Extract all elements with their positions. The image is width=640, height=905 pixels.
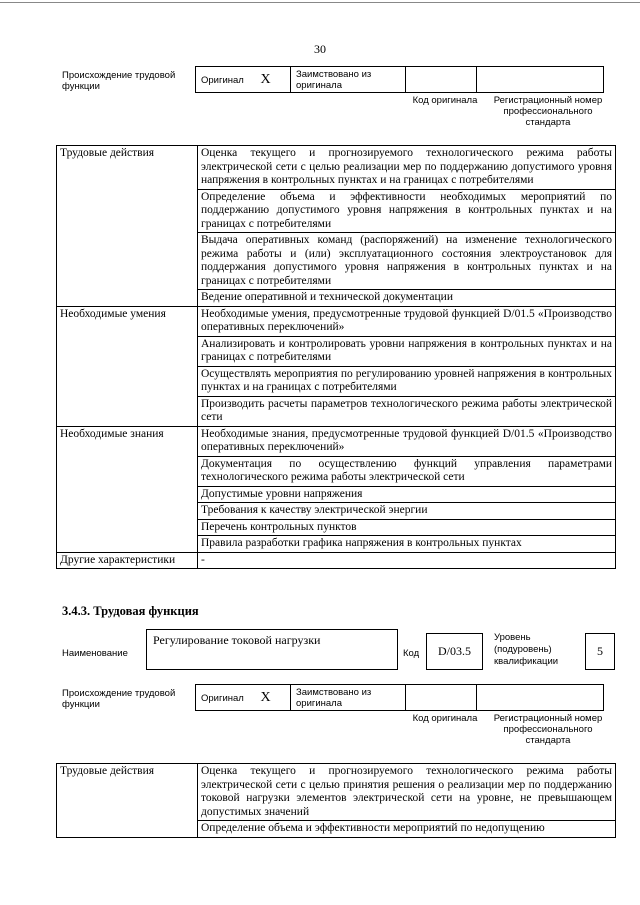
knowledge-item: Допустимые уровни напряжения [198, 486, 616, 503]
borrowed-label: Заимствовано из оригинала [291, 67, 406, 93]
other-value: - [198, 552, 616, 569]
reg-caption: Регистрационный номер профессионального стандарта [493, 713, 603, 746]
code-value: D/03.5 [426, 633, 483, 670]
action-item: Выдача оперативных команд (распоряжений) на изменение технологического режима работы и (или) эксплуатационного состояния электроустановок для поддержания допустимого уровня напряжения в контрольных пунктах и на границах с потребителями [198, 233, 616, 290]
origin-label: Происхождение трудовой функции [62, 70, 176, 92]
original-label: Оригинал [201, 692, 244, 704]
skill-item: Анализировать и контролировать уровни напряжения в контрольных пунктах и на границах с потребителями [198, 336, 616, 366]
reg-number-cell [477, 685, 604, 711]
action-item: Оценка текущего и прогнозируемого технологического режима работы электрической сети с целью реализации мер по поддержанию допустимого уровня напряжения в контрольных пунктах и на границах с потребителями [198, 146, 616, 190]
name-value: Регулирование токовой нагрузки [146, 629, 398, 670]
knowledge-item: Требования к качеству электрической энергии [198, 503, 616, 520]
original-cell [196, 67, 291, 93]
skills-label: Необходимые умения [57, 306, 198, 426]
level-label: Уровень (подуровень) квалификации [494, 632, 559, 667]
action-item: Определение объема и эффективности мероприятий по недопущению [198, 821, 616, 838]
original-label: Оригинал [201, 74, 244, 86]
code-label: Код [403, 648, 420, 659]
actions-label: Трудовые действия [57, 146, 198, 307]
actions-label: Трудовые действия [57, 764, 198, 838]
knowledge-item: Правила разработки графика напряжения в контрольных пунктах [198, 536, 616, 553]
function-table [56, 145, 616, 569]
original-cell [196, 685, 291, 711]
origin-label: Происхождение трудовой функции [62, 688, 176, 710]
action-item: Оценка текущего и прогнозируемого технологического режима работы электрической сети с целью принятия решения о реализации мер по поддержанию токовой нагрузки элементов электрической сети на уровне, не превышающем допустимых значений [198, 764, 616, 821]
original-mark: X [260, 689, 271, 705]
original-mark: X [260, 71, 271, 87]
knowledge-item: Документация по осуществлению функций управления параметрами технологического режима работы электрической сети [198, 456, 616, 486]
skill-item: Производить расчеты параметров технологического режима работы электрической сети [198, 396, 616, 426]
origin-table [195, 66, 604, 93]
name-label: Наименование [62, 648, 128, 659]
reg-number-cell [477, 67, 604, 93]
code-caption: Код оригинала [412, 713, 478, 724]
reg-caption: Регистрационный номер профессионального стандарта [493, 95, 603, 128]
knowledge-label: Необходимые знания [57, 426, 198, 552]
skill-item: Осуществлять мероприятия по регулированию уровней напряжения в контрольных пунктах и на границах с потребителями [198, 366, 616, 396]
borrowed-label: Заимствовано из оригинала [291, 685, 406, 711]
top-rule [0, 2, 640, 3]
action-item: Ведение оперативной и технической документации [198, 290, 616, 307]
action-item: Определение объема и эффективности необходимых мероприятий по поддержанию допустимого уровня напряжения в контрольных пунктах и на границах с потребителями [198, 189, 616, 233]
origin-table [195, 684, 604, 711]
page-number: 30 [314, 42, 326, 56]
level-value: 5 [585, 633, 615, 670]
original-code-cell [406, 685, 477, 711]
function-table [56, 763, 616, 838]
section-title: 3.4.3. Трудовая функция [62, 604, 199, 618]
knowledge-item: Перечень контрольных пунктов [198, 519, 616, 536]
other-label: Другие характеристики [57, 552, 198, 569]
code-caption: Код оригинала [412, 95, 478, 106]
skill-item: Необходимые умения, предусмотренные трудовой функцией D/01.5 «Производство оперативных переключений» [198, 306, 616, 336]
knowledge-item: Необходимые знания, предусмотренные трудовой функцией D/01.5 «Производство оперативных переключений» [198, 426, 616, 456]
original-code-cell [406, 67, 477, 93]
